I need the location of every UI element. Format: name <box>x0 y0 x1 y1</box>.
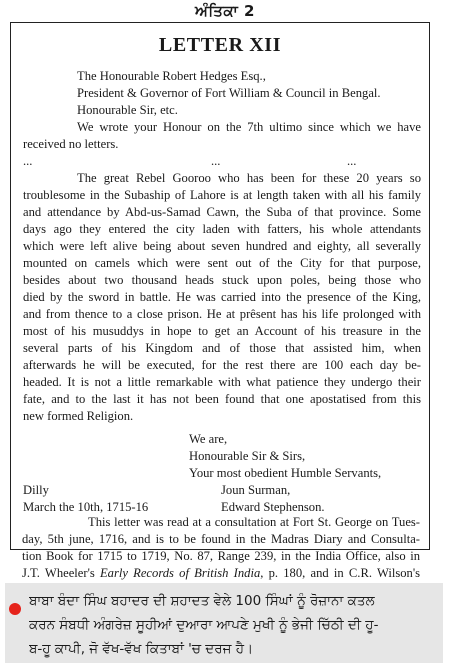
letter-title: LETTER XII <box>158 34 282 56</box>
source-note-line: This letter was read at a consultation at Fort St. George on Tues- <box>88 515 420 529</box>
body-line: new formed Religion. <box>23 409 134 423</box>
note-text: , p. 180, and in C.R. Wilson's <box>260 566 421 580</box>
caption-line: ਬ-ਹੂ ਕਾਪੀ, ਜੋ ਵੱਖ-ਵੱਖ ਕਿਤਾਬਾਂ 'ਚ ਦਰਜ ਹੈ। <box>29 641 254 657</box>
source-note-line <box>22 565 420 582</box>
signatory-name: Edward Stephenson. <box>221 500 325 514</box>
opening-line: received no letters. <box>23 137 119 151</box>
body-line: and attendance by Abd-us-Samad Cawn, the Suba of that province. Some <box>23 205 421 219</box>
source-note-line: day, 5th june, 1716, and is to be found in the Madras Diary and Consulta- <box>22 532 420 546</box>
body-line: fate, and to the last it has not been found that one apostatised from this <box>23 392 421 406</box>
ellipsis-marker: ... <box>211 154 221 168</box>
note-text: J.T. Wheeler's <box>22 566 100 580</box>
body-line: several parts of his Kingdom and of those that assisted him, when <box>23 341 421 355</box>
signatory-name: Joun Surman, <box>221 483 291 497</box>
appendix-heading: ਅੰਤਿਕਾ 2 <box>194 2 255 20</box>
caption-line: ਬਾਬਾ ਬੰਦਾ ਸਿੰਘ ਬਹਾਦਰ ਦੀ ਸ਼ਹਾਦਤ ਵੇਲੇ 100 ਸਿੰਘਾਂ ਨੂੰ ਰੋਜ਼ਾਨਾ ਕਤਲ <box>29 593 375 609</box>
body-line: died by the sword in battle. He was carried into the presence of the King, <box>23 290 421 304</box>
caption-box <box>5 583 443 663</box>
letter-place: Dilly <box>23 483 49 497</box>
ellipsis-marker: ... <box>347 154 357 168</box>
body-line: mounted on camels which were sent out of the City for that purpose, <box>23 256 421 270</box>
red-dot-icon <box>9 603 21 615</box>
addressee-title-line: President & Governor of Fort William & Council in Bengal. <box>77 86 381 100</box>
body-line: which were left alive being about seven hundred and eighty, all severally <box>23 239 421 253</box>
body-line: troublesome in the Subaship of Lahore is at length taken with all his family <box>23 188 421 202</box>
body-line: headed. It is not a little remarkable with what patience they undergo their <box>23 375 421 389</box>
body-line: and from thence to a close prison. He at prêsent has his life prolonged with <box>23 307 421 321</box>
salutation-line: Honourable Sir, etc. <box>77 103 178 117</box>
closing-salutation: Honourable Sir & Sirs, <box>189 449 306 463</box>
body-line: most of his musuddys in hope to get an Account of his treasure in the <box>23 324 421 338</box>
body-line: The great Rebel Gooroo who has been for these 20 years so <box>77 171 421 185</box>
letter-date: March the 10th, 1715-16 <box>23 500 149 514</box>
ellipsis-marker: ... <box>23 154 33 168</box>
body-line: afterwards he will be executed, for the rest there are 100 each day be- <box>23 358 421 372</box>
body-line: days ago they entered the city laden with fatters, his whole attendants <box>23 222 421 236</box>
source-note-line: tion Book for 1715 to 1719, No. 87, Range 239, in the India Office, also in <box>22 549 420 563</box>
addressee-line: The Honourable Robert Hedges Esq., <box>77 69 266 83</box>
letter-document <box>10 22 430 550</box>
body-line: besides about two thousand heads stuck upon poles, being those who <box>23 273 421 287</box>
opening-line: We wrote your Honour on the 7th ultimo since which we have <box>77 120 421 134</box>
caption-line: ਕਰਨ ਸੰਬਧੀ ਅੰਗਰੇਜ਼ ਸੂਹੀਆਂ ਦੁਆਰਾ ਆਪਣੇ ਮੁਖੀ ਨੂੰ ਭੇਜੀ ਚਿੱਠੀ ਦੀ ਹੂ- <box>29 617 379 633</box>
closing-servants: Your most obedient Humble Servants, <box>189 466 382 480</box>
closing-we-are: We are, <box>189 432 228 446</box>
book-title: Early Records of British India <box>99 566 261 580</box>
